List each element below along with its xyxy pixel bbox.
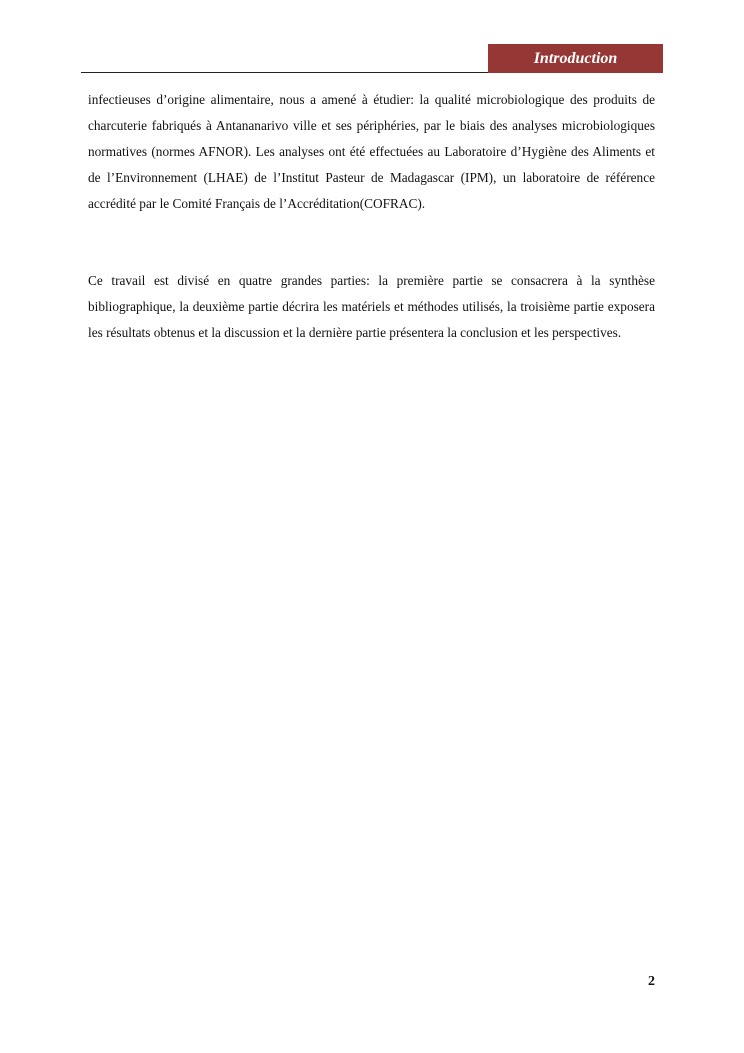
body-paragraph-1: infectieuses d’origine alimentaire, nous a amené à étudier: la qualité microbiologique des produits de charcuterie fabriqués à Antananarivo ville et ses périphéries, par le biais des analyses microbiologiques normatives (normes AFNOR). Les analyses ont été effectuées au Laboratoire d’Hygiène des Aliments et de l’Environnement (LHAE) de l’Institut Pasteur de Madagascar (IPM), un laboratoire de référence accrédité par le Comité Français de l’Accréditation(COFRAC). <box>88 92 655 211</box>
page-number: 2 <box>648 974 655 989</box>
section-title-tab: Introduction <box>488 44 663 73</box>
body-paragraph-2: Ce travail est divisé en quatre grandes parties: la première partie se consacrera à la synthèse bibliographique, la deuxième partie décrira les matériels et méthodes utilisés, la troisième partie exposera les résultats obtenus et la discussion et la dernière partie présentera la conclusion et les perspectives. <box>88 273 655 340</box>
